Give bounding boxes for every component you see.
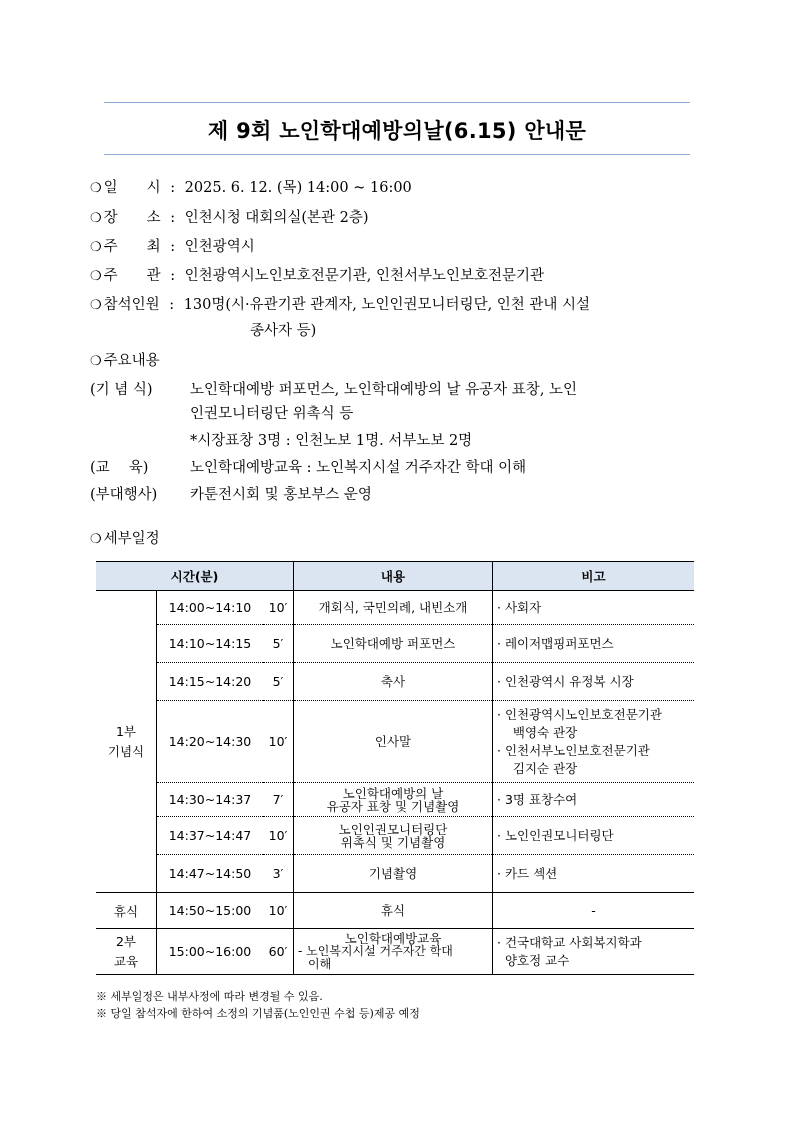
side-event-line: (부대행사) 카툰전시회 및 홍보부스 운영	[90, 483, 372, 504]
date-value: 2025. 6. 12. (목) 14:00 ~ 16:00	[184, 180, 412, 196]
bullet-circle-icon: ❍	[90, 240, 102, 255]
side-event-label: (부대행사)	[90, 487, 158, 503]
organizer-value: 인천광역시노인보호전문기관, 인천서부노인보호전문기관	[184, 268, 545, 284]
education-label: (교 육)	[90, 460, 149, 476]
table-row: 14:10~14:15 5′ 노인학대예방 퍼포먼스 · 레이저맵핑퍼포먼스	[96, 625, 694, 663]
ceremony-line3: *시장표창 3명 : 인천노보 1명. 서부노보 2명	[190, 433, 473, 449]
schedule-table	[96, 561, 694, 975]
info-attendees: ❍ 참석인원 : 130명(시·유관기관 관계자, 노인인권모니터링단, 인천 관내 시설	[90, 297, 591, 313]
title-rule-bottom	[104, 154, 690, 155]
bullet-circle-icon: ❍	[90, 532, 102, 547]
info-main	[90, 349, 160, 370]
footnote-1: ※ 세부일정은 내부사정에 따라 변경될 수 있음.	[96, 990, 323, 1003]
ceremony-line1: (기 념 식) 노인학대예방 퍼포먼스, 노인학대예방의 날 유공자 표창, 노인	[90, 378, 577, 399]
table-row: 1부 기념식 14:00~14:10 10′ 개회식, 국민의례, 내빈소개 · 사회자	[96, 591, 694, 625]
bullet-circle-icon: ❍	[90, 211, 102, 226]
attendees-value: 130명(시·유관기관 관계자, 노인인권모니터링단, 인천 관내 시설	[183, 297, 591, 313]
host-value: 인천광역시	[184, 239, 255, 255]
table-row: 14:37~14:47 10′ 노인인권모니터링단 위촉식 및 기념촬영 · 노인인권모니터링단	[96, 817, 694, 855]
info-place: ❍ 장 소 : 인천시청 대회의실(본관 2층)	[90, 210, 369, 226]
table-row: 14:15~14:20 5′ 축사 · 인천광역시 유정복 시장	[96, 663, 694, 701]
info-attendees-cont: 종사자 등)	[250, 323, 317, 339]
table-row: 2부 교육 15:00~16:00 60′ 노인학대예방교육 - 노인복지시설 거주자간 학대 이해 · 건국대학교 사회복지학과 양호정 교수	[96, 929, 694, 975]
info-host: ❍ 주 최 : 인천광역시	[90, 239, 255, 255]
place-value: 인천시청 대회의실(본관 2층)	[184, 210, 369, 226]
bullet-circle-icon: ❍	[90, 181, 102, 196]
header-note: 비고	[493, 562, 695, 591]
group-part1: 1부 기념식	[96, 591, 157, 893]
group-part2: 2부 교육	[96, 929, 157, 975]
ceremony-label: (기 념 식)	[90, 382, 153, 398]
bullet-circle-icon: ❍	[90, 269, 102, 284]
footnote-2: ※ 당일 참석자에 한하여 소정의 기념품(노인인권 수첩 등)제공 예정	[96, 1007, 420, 1020]
page-title: 제 9회 노인학대예방의날(6.15) 안내문	[207, 119, 587, 143]
table-row: 휴식 14:50~15:00 10′ 휴식 -	[96, 893, 694, 929]
bullet-circle-icon: ❍	[90, 354, 102, 369]
bullet-circle-icon: ❍	[90, 298, 102, 313]
table-header-row	[96, 562, 694, 591]
header-content: 내용	[294, 562, 493, 591]
info-organizer: ❍ 주 관 : 인천광역시노인보호전문기관, 인천서부노인보호전문기관	[90, 268, 545, 284]
table-row: 14:47~14:50 3′ 기념촬영 · 카드 섹션	[96, 855, 694, 893]
title-block	[104, 102, 690, 156]
table-row: 14:20~14:30 10′ 인사말 · 인천광역시노인보호전문기관 백영숙 관장 · 인천서부노인보호전문기관 김지순 관장	[96, 701, 694, 783]
title-rule-top	[104, 102, 690, 103]
education-line: (교 육) 노인학대예방교육 : 노인복지시설 거주자간 학대 이해	[90, 456, 526, 477]
info-schedule	[90, 527, 160, 548]
header-time: 시간(분)	[96, 562, 294, 591]
group-rest: 휴식	[96, 893, 157, 929]
ceremony-line2: 인권모니터링단 위촉식 등	[190, 406, 354, 422]
table-row: 14:30~14:37 7′ 노인학대예방의 날 유공자 표창 및 기념촬영 · 3명 표창수여	[96, 783, 694, 817]
schedule-label: 세부일정	[103, 531, 160, 547]
main-label: 주요내용	[103, 353, 160, 369]
info-date: ❍ 일 시 : 2025. 6. 12. (목) 14:00 ~ 16:00	[90, 180, 412, 196]
